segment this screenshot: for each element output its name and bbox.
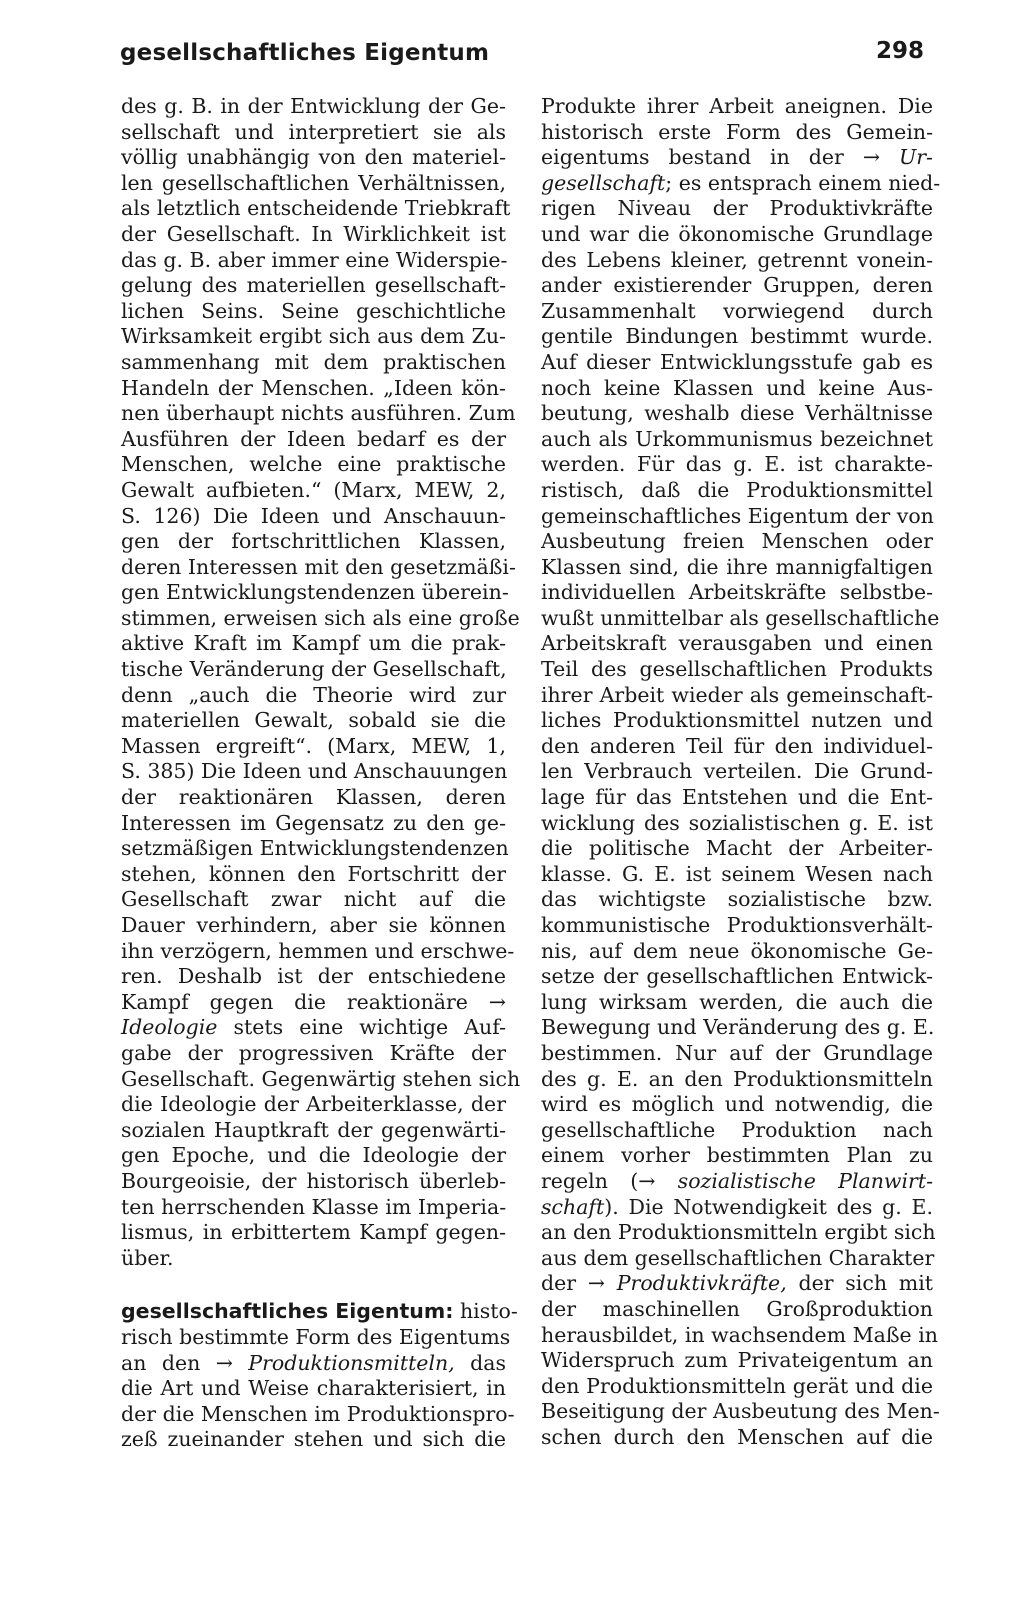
text-line: des Lebens kleiner, getrennt vonein- bbox=[541, 247, 933, 272]
text-fragment: ; es entsprach einem nied- bbox=[665, 170, 941, 195]
text-line: sellschaft und interpretiert sie als bbox=[121, 119, 506, 144]
text-line: werden. Für das g. E. ist charakte- bbox=[541, 452, 933, 477]
text-line: wird es möglich und notwendig, die bbox=[541, 1092, 933, 1117]
text-line: tische Veränderung der Gesellschaft, bbox=[121, 657, 507, 682]
text-line: klasse. G. E. ist seinem Wesen nach bbox=[541, 861, 933, 886]
text-line: risch bestimmte Form des Eigentums bbox=[121, 1324, 511, 1349]
left-column-text-continued bbox=[121, 1040, 521, 1271]
cross-reference-planwirtschaft-cont: schaft bbox=[541, 1194, 605, 1219]
text-line: sammenhang mit dem praktischen bbox=[121, 349, 506, 374]
cross-reference-urgesellschaft: Ur- bbox=[898, 145, 933, 170]
text-line: S. 126) Die Ideen und Anschauun- bbox=[121, 503, 506, 528]
text-line: Beseitigung der Ausbeutung des Men- bbox=[541, 1399, 940, 1424]
text-line: aktive Kraft im Kampf um die prak- bbox=[121, 631, 506, 656]
text-line: Handeln der Menschen. „Ideen kön- bbox=[121, 375, 506, 400]
text-line: Menschen, welche eine praktische bbox=[121, 452, 506, 477]
text-line: einem vorher bestimmten Plan zu bbox=[541, 1143, 933, 1168]
text-line: das wichtigste sozialistische bzw. bbox=[541, 887, 933, 912]
right-column-text-b bbox=[541, 196, 940, 1169]
left-column-text bbox=[121, 94, 520, 1015]
text-line: wicklung des sozialistischen g. E. ist bbox=[541, 810, 933, 835]
text-line: Interessen im Gegensatz zu den ge- bbox=[121, 810, 506, 835]
text-line: aus dem gesellschaftlichen Charakter bbox=[541, 1245, 935, 1270]
text-fragment: der → bbox=[541, 1271, 617, 1296]
text-line: Produkte ihrer Arbeit aneignen. Die bbox=[541, 94, 933, 118]
right-column-text-d bbox=[541, 1296, 940, 1451]
text-line bbox=[541, 170, 941, 197]
text-fragment: regeln (→ bbox=[541, 1168, 678, 1193]
text-line: als letztlich entscheidende Triebkraft bbox=[121, 196, 511, 221]
text-line: Wirksamkeit ergibt sich aus dem Zu- bbox=[121, 324, 506, 349]
entry-separator bbox=[121, 1271, 506, 1299]
text-line bbox=[121, 1351, 506, 1377]
text-line bbox=[121, 1015, 506, 1041]
text-line: noch keine Klassen und keine Aus- bbox=[541, 375, 933, 400]
text-line: an den Produktionsmitteln ergibt sich bbox=[541, 1220, 936, 1245]
text-line: Gewalt aufbieten.“ (Marx, MEW, 2, bbox=[121, 477, 506, 502]
text-line: beutung, weshalb diese Verhältnisse bbox=[541, 401, 933, 426]
text-line: schen durch den Menschen auf die bbox=[541, 1424, 933, 1449]
text-line: gen der fortschrittlichen Klassen, bbox=[121, 529, 506, 554]
text-line: wußt unmittelbar als gesellschaftliche bbox=[541, 605, 940, 630]
text-line: lichen Seins. Seine geschichtliche bbox=[121, 298, 506, 323]
text-line: die Ideologie der Arbeiterklasse, der bbox=[121, 1092, 506, 1117]
cross-reference-produktionsmitteln: Produktionsmitteln, bbox=[248, 1350, 455, 1375]
text-line: Dauer verhindern, aber sie können bbox=[121, 913, 506, 937]
text-line: lismus, in erbittertem Kampf gegen- bbox=[121, 1220, 506, 1245]
text-line: Arbeitskraft verausgaben und einen bbox=[541, 631, 933, 656]
text-line: der die Menschen im Produktionspro- bbox=[121, 1401, 515, 1426]
text-line: auch als Urkommunismus bezeichnet bbox=[541, 426, 933, 451]
running-head-title: gesellschaftliches Eigentum bbox=[120, 40, 490, 66]
text-line bbox=[541, 145, 933, 171]
text-line: materiellen Gewalt, sobald sie die bbox=[121, 708, 506, 733]
text-line: der maschinellen Großproduktion bbox=[541, 1296, 933, 1321]
right-column-text-a bbox=[541, 94, 933, 145]
text-fragment: stets eine wichtige Auf- bbox=[217, 1015, 506, 1040]
text-line: der Gesellschaft. In Wirklichkeit ist bbox=[121, 221, 506, 246]
text-line: über. bbox=[121, 1245, 174, 1270]
text-line: des g. B. in der Entwicklung der Ge- bbox=[121, 94, 506, 118]
cross-reference-planwirtschaft: sozialistische Planwirt- bbox=[677, 1168, 933, 1193]
text-line: sozialen Hauptkraft der gegenwärti- bbox=[121, 1117, 506, 1142]
text-line: gen Entwicklungstendenzen überein- bbox=[121, 580, 509, 605]
text-line: ihrer Arbeit wieder als gemeinschaft- bbox=[541, 682, 933, 707]
text-line: ten herrschenden Klasse im Imperia- bbox=[121, 1194, 507, 1219]
text-line: lung wirksam werden, die auch die bbox=[541, 989, 933, 1014]
left-column bbox=[121, 94, 521, 1453]
text-fragment: das bbox=[454, 1350, 506, 1375]
text-line: die politische Macht der Arbeiter- bbox=[541, 836, 933, 861]
text-line bbox=[541, 1271, 933, 1297]
text-line: völlig unabhängig von den materiel- bbox=[121, 145, 506, 170]
cross-reference-urgesellschaft-cont: gesellschaft bbox=[541, 170, 666, 195]
text-line: Teil des gesellschaftlichen Produkts bbox=[541, 657, 933, 682]
text-line: ristisch, daß die Produktionsmittel bbox=[541, 477, 933, 502]
text-line: die Art und Weise charakterisiert, in bbox=[121, 1376, 506, 1401]
text-line: gesellschaftliche Produktion nach bbox=[541, 1117, 933, 1142]
text-line: Bewegung und Veränderung des g. E. bbox=[541, 1015, 935, 1040]
text-line: Zusammenhalt vorwiegend durch bbox=[541, 298, 933, 323]
text-line: historisch erste Form des Gemein- bbox=[541, 119, 933, 144]
text-line: kommunistische Produktionsverhält- bbox=[541, 913, 933, 937]
page-number: 298 bbox=[875, 38, 924, 64]
text-line: gabe der progressiven Kräfte der bbox=[121, 1040, 506, 1065]
text-line: Auf dieser Entwicklungsstufe gab es bbox=[541, 349, 933, 374]
entry-gesellschaftliches-eigentum bbox=[121, 1299, 518, 1453]
text-line: nis, auf dem neue ökonomische Ge- bbox=[541, 938, 933, 963]
text-line: Bourgeoisie, der historisch überleb- bbox=[121, 1168, 506, 1193]
text-line: den anderen Teil für den individuel- bbox=[541, 733, 933, 758]
text-line: S. 385) Die Ideen und Anschauungen bbox=[121, 759, 508, 784]
text-line: individuellen Arbeitskräfte selbstbe- bbox=[541, 580, 933, 605]
text-line: rigen Niveau der Produktivkräfte bbox=[541, 196, 933, 221]
text-fragment: der sich mit bbox=[786, 1271, 934, 1296]
text-line: und war die ökonomische Grundlage bbox=[541, 221, 933, 246]
text-fragment: eigentums bestand in der → bbox=[541, 145, 899, 170]
text-line: Kampf gegen die reaktionäre → bbox=[121, 989, 506, 1014]
text-line: Ausführen der Ideen bedarf es der bbox=[121, 426, 506, 451]
text-line: deren Interessen mit den gesetzmäßi- bbox=[121, 554, 516, 579]
text-line: Widerspruch zum Privateigentum an bbox=[541, 1348, 933, 1373]
text-line: gen Epoche, und die Ideologie der bbox=[121, 1143, 506, 1168]
text-line: setzmäßigen Entwicklungstendenzen bbox=[121, 836, 509, 861]
text-line: Gesellschaft zwar nicht auf die bbox=[121, 887, 506, 912]
text-line: ren. Deshalb ist der entschiedene bbox=[121, 964, 506, 989]
text-line: gelung des materiellen gesellschaft- bbox=[121, 273, 506, 298]
cross-reference-ideologie: Ideologie bbox=[121, 1015, 218, 1040]
text-line: bestimmen. Nur auf der Grundlage bbox=[541, 1040, 933, 1065]
text-line: Klassen sind, die ihre mannigfaltigen bbox=[541, 554, 933, 579]
text-fragment: histo- bbox=[453, 1299, 518, 1324]
text-line: gemeinschaftliches Eigentum der von bbox=[541, 503, 934, 528]
right-column bbox=[541, 94, 941, 1450]
text-line bbox=[121, 1299, 518, 1325]
text-line: stimmen, erweisen sich als eine große bbox=[121, 605, 520, 630]
text-line: stehen, können den Fortschritt der bbox=[121, 861, 506, 886]
text-line: zeß zueinander stehen und sich die bbox=[121, 1427, 506, 1452]
text-line: ihn verzögern, hemmen und erschwe- bbox=[121, 938, 515, 963]
text-line: lage für das Entstehen und die Ent- bbox=[541, 785, 933, 810]
text-fragment: an den → bbox=[121, 1350, 249, 1375]
text-line: Ausbeutung freien Menschen oder bbox=[541, 529, 933, 554]
text-line: len Verbrauch verteilen. Die Grund- bbox=[541, 759, 933, 784]
text-line: das g. B. aber immer eine Widerspie- bbox=[121, 247, 508, 272]
right-column-text-c bbox=[541, 1220, 936, 1271]
text-line: denn „auch die Theorie wird zur bbox=[121, 682, 506, 707]
text-line: gentile Bindungen bestimmt wurde. bbox=[541, 324, 933, 349]
text-line: nen überhaupt nichts ausführen. Zum bbox=[121, 401, 516, 426]
text-line: den Produktionsmitteln gerät und die bbox=[541, 1373, 933, 1398]
text-line bbox=[541, 1195, 933, 1221]
entry-lemma: gesellschaftliches Eigentum: bbox=[121, 1299, 454, 1324]
text-line: setze der gesellschaftlichen Entwick- bbox=[541, 964, 933, 989]
text-line: Massen ergreift“. (Marx, MEW, 1, bbox=[121, 733, 506, 758]
text-line: Gesellschaft. Gegenwärtig stehen sich bbox=[121, 1066, 521, 1091]
text-line: des g. E. an den Produktionsmitteln bbox=[541, 1066, 933, 1091]
text-line: herausbildet, in wachsendem Maße in bbox=[541, 1322, 938, 1347]
text-line bbox=[541, 1169, 933, 1195]
cross-reference-produktivkraefte: Produktivkräfte, bbox=[616, 1271, 787, 1296]
text-line: liches Produktionsmittel nutzen und bbox=[541, 708, 933, 733]
text-line: len gesellschaftlichen Verhältnissen, bbox=[121, 170, 506, 195]
text-fragment: ). Die Notwendigkeit des g. E. bbox=[604, 1194, 933, 1219]
text-line: der reaktionären Klassen, deren bbox=[121, 785, 506, 810]
text-line: ander existierender Gruppen, deren bbox=[541, 273, 933, 298]
